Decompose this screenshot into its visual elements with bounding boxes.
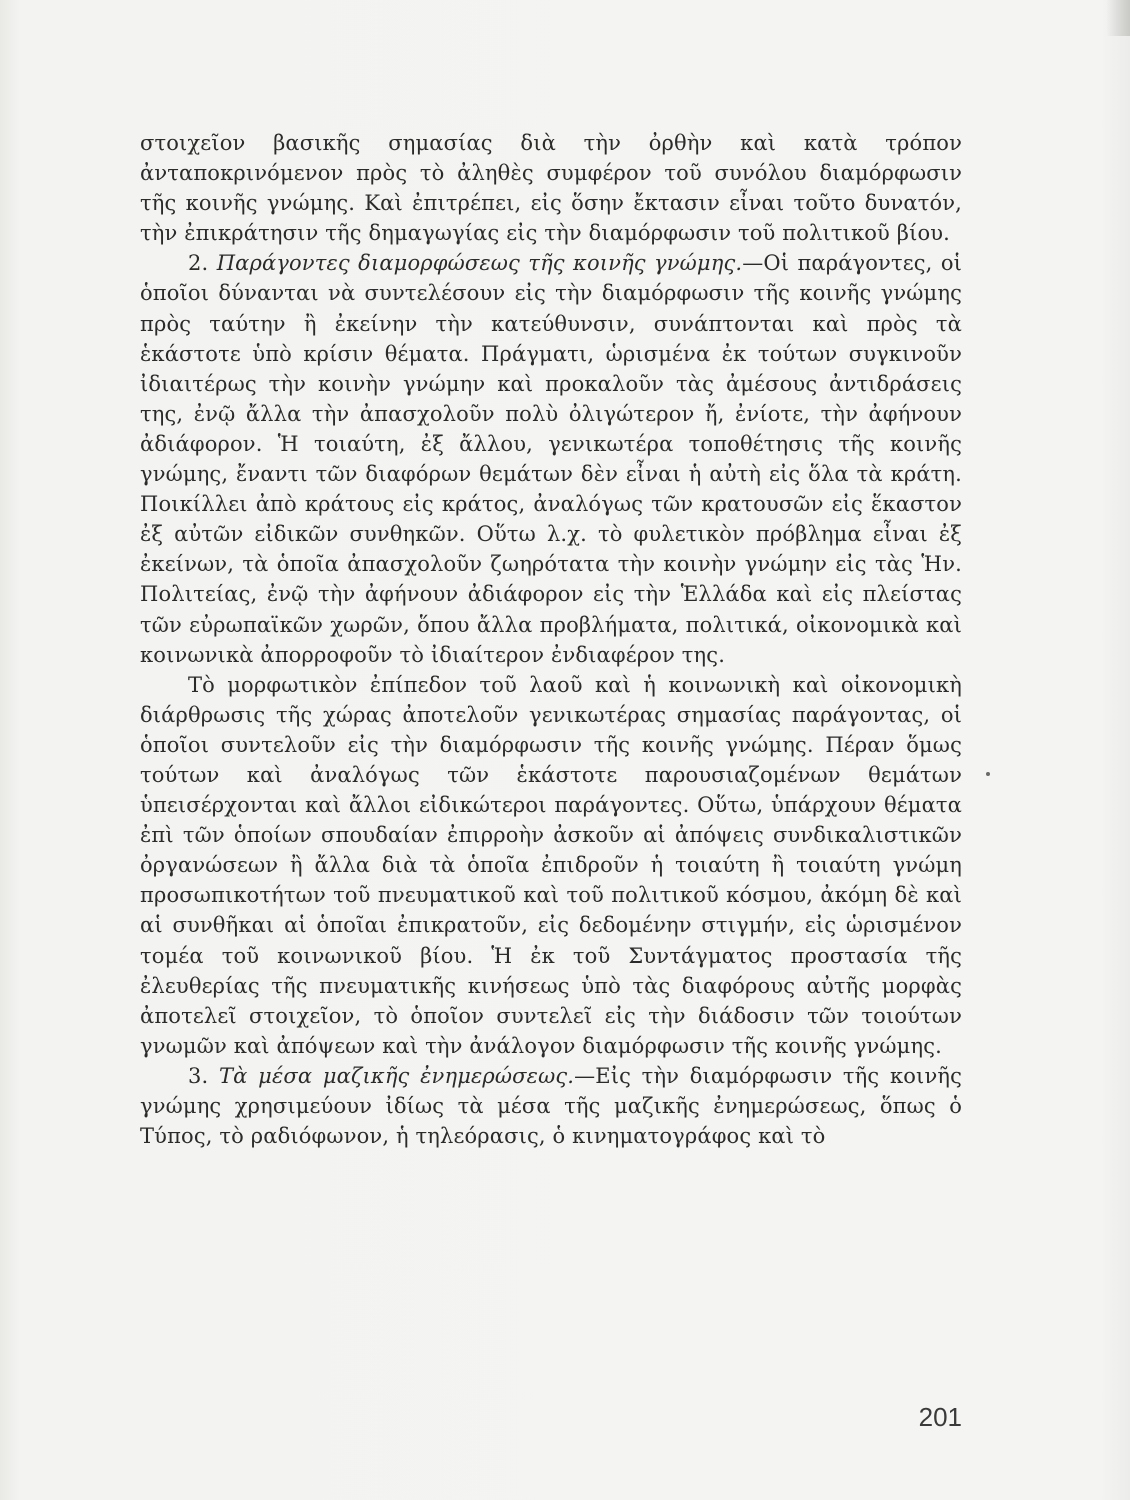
paragraph-text: στοιχεῖον βασικῆς σημασίας διὰ τὴν ὀρθὴν καὶ κατὰ τρόπον ἀνταποκρινόμενον πρὸς τὸ ἀληθὲς συμφέρον τοῦ συνόλου διαμόρφωσιν τῆς κοινῆς γνώμης. Καὶ ἐπιτρέπει, εἰς ὅσην ἔκτασιν εἶναι τοῦτο δυνατόν, τὴν ἐπικράτησιν τῆς δημαγωγίας εἰς τὴν διαμόρφωσιν τοῦ πολιτικοῦ βίου. bbox=[140, 131, 962, 246]
section-heading: Τὰ μέσα μαζικῆς ἐνημερώσεως. bbox=[219, 1063, 575, 1088]
body-text bbox=[140, 128, 962, 1151]
section-number: 3. bbox=[188, 1063, 209, 1088]
section-heading: Παράγοντες διαμορφώσεως τῆς κοινῆς γνώμης. bbox=[216, 251, 743, 276]
page-number: 201 bbox=[918, 1402, 962, 1432]
paragraph-text: Τὸ μορφωτικὸν ἐπίπεδον τοῦ λαοῦ καὶ ἡ κοινωνικὴ καὶ οἰκονομικὴ διάρθρωσις τῆς χώρας ἀποτελοῦν γενικωτέρας σημασίας παράγοντας, οἱ ὁποῖοι συντελοῦν εἰς τὴν διαμόρφωσιν τῆς κοινῆς γνώμης. Πέραν ὅμως τούτων καὶ ἀναλόγως τῶν ἑκάστοτε παρουσιαζομένων θεμάτων ὑπεισέρχονται καὶ ἄλλοι εἰδικώτεροι παράγοντες. Οὕτω, ὑπάρχουν θέματα ἐπὶ τῶν ὁποίων σπουδαίαν ἐπιρροὴν ἀσκοῦν αἱ ἀπόψεις συνδικαλιστικῶν ὀργανώσεων ἢ ἄλλα διὰ τὰ ὁποῖα ἐπιδροῦν ἡ τοιαύτη ἢ τοιαύτη γνώμη προσωπικοτήτων τοῦ πνευματικοῦ καὶ τοῦ πολιτικοῦ κόσμου, ἀκόμη δὲ καὶ αἱ συνθῆκαι αἱ ὁποῖαι ἐπικρατοῦν, εἰς δεδομένην στιγμήν, εἰς ὡρισμένον τομέα τοῦ κοινωνικοῦ βίου. Ἡ ἐκ τοῦ Συντάγματος προστασία τῆς ἐλευθερίας τῆς πνευματικῆς κινήσεως ὑπὸ τὰς διαφόρους αὐτῆς μορφὰς ἀποτελεῖ στοιχεῖον, τὸ ὁποῖον συντελεῖ εἰς τὴν διάδοσιν τῶν τοιούτων γνωμῶν καὶ ἀπόψεων καὶ τὴν ἀνάλογον διαμόρφωσιν τῆς κοινῆς γνώμης. bbox=[140, 672, 962, 1058]
section-number: 2. bbox=[188, 251, 209, 276]
scan-edge-shadow bbox=[1106, 0, 1130, 36]
paragraph-text: —Οἱ παράγοντες, οἱ ὁποῖοι δύνανται νὰ συντελέσουν εἰς τὴν διαμόρφωσιν τῆς κοινῆς γνώμης πρὸς ταύτην ἢ ἐκείνην τὴν κατεύθυνσιν, συνάπτονται καὶ πρὸς τὰ ἑκάστοτε ὑπὸ κρίσιν θέματα. Πράγματι, ὡρισμένα ἐκ τούτων συγκινοῦν ἰδιαιτέρως τὴν κοινὴν γνώμην καὶ προκαλοῦν τὰς ἀμέσους ἀντιδράσεις της, ἐνῷ ἄλλα τὴν ἀπασχολοῦν πολὺ ὀλιγώτερον ἤ, ἐνίοτε, τὴν ἀφήνουν ἀδιάφορον. Ἡ τοιαύτη, ἐξ ἄλλου, γενικωτέρα τοποθέτησις τῆς κοινῆς γνώμης, ἔναντι τῶν διαφόρων θεμάτων δὲν εἶναι ἡ αὐτὴ εἰς ὅλα τὰ κράτη. Ποικίλλει ἀπὸ κράτους εἰς κράτος, ἀναλόγως τῶν κρατουσῶν εἰς ἕκαστον ἐξ αὐτῶν εἰδικῶν συνθηκῶν. Οὕτω λ.χ. τὸ φυλετικὸν πρόβλημα εἶναι ἐξ ἐκείνων, τὰ ὁποῖα ἀπασχολοῦν ζωηρότατα τὴν κοινὴν γνώμην εἰς τὰς Ἡν. Πολιτείας, ἐνῷ τὴν ἀφήνουν ἀδιάφορον εἰς τὴν Ἑλλάδα καὶ εἰς πλείστας τῶν εὐρωπαϊκῶν χωρῶν, ὅπου ἄλλα προβλήματα, πολιτικά, οἰκονομικὰ καὶ κοινωνικὰ ἀπορροφοῦν τὸ ἰδιαίτερον ἐνδιαφέρον της. bbox=[140, 251, 963, 667]
paragraph-continuation bbox=[140, 128, 962, 248]
ink-speck bbox=[986, 772, 990, 776]
paragraph-section-2 bbox=[140, 248, 962, 669]
paragraph-text: —Εἰς τὴν διαμόρφωσιν τῆς κοινῆς γνώμης χρησιμεύουν ἰδίως τὰ μέσα τῆς μαζικῆς ἐνημερώσεως, ὅπως ὁ Τύπος, τὸ ραδιόφωνον, ἡ τηλεόρασις, ὁ κινηματογράφος καὶ τὸ bbox=[140, 1063, 962, 1149]
paragraph-section-3 bbox=[140, 1061, 962, 1151]
paragraph-factors bbox=[140, 670, 962, 1061]
